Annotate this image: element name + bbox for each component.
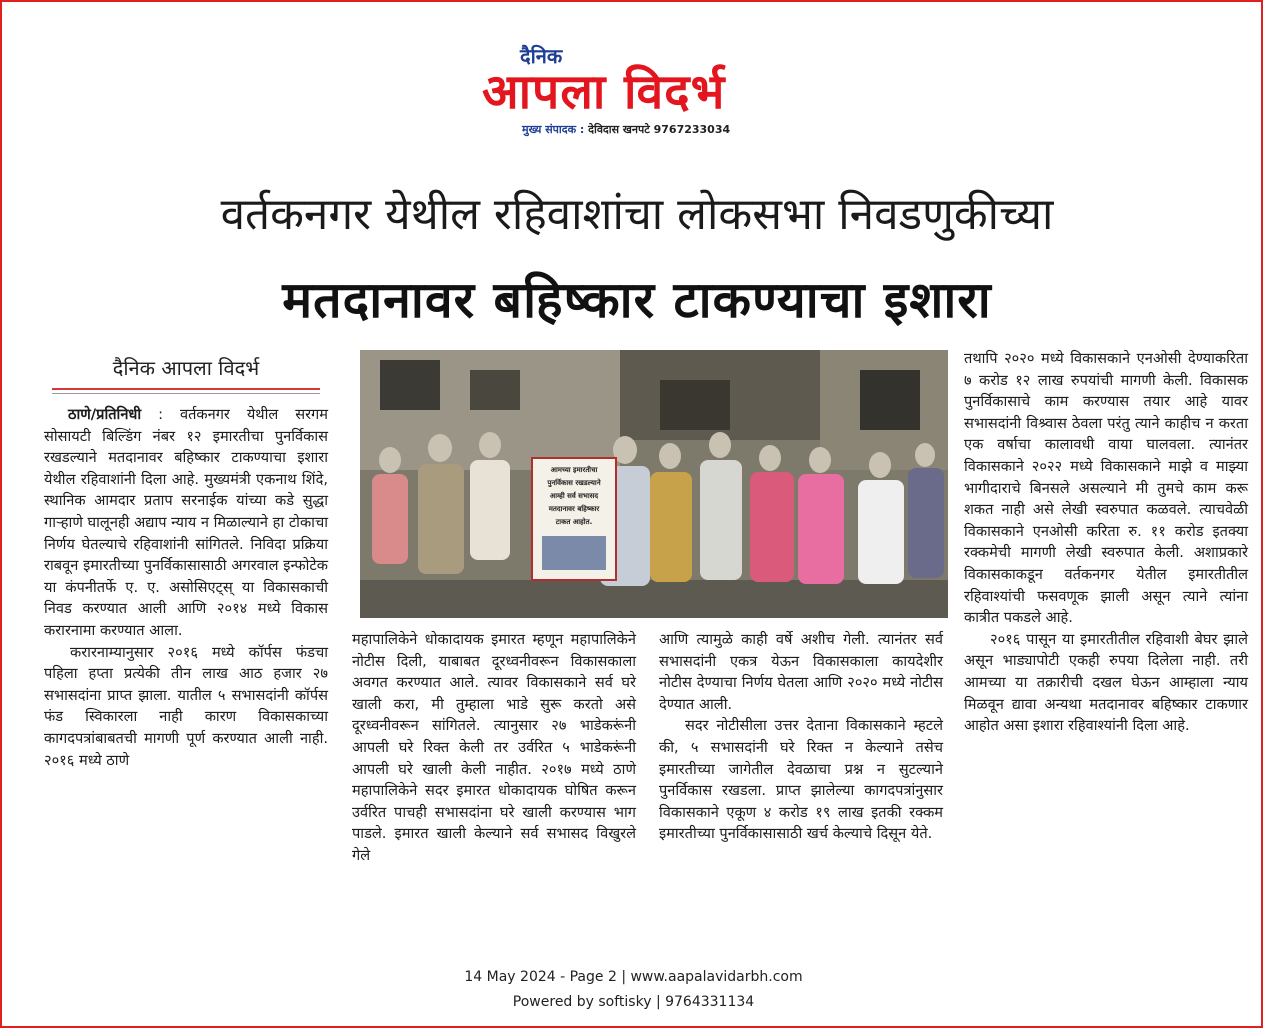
masthead-small-title: दैनिक [520,44,563,68]
article-column-4 [964,348,1248,737]
banner-line: टाकत आहोत. [555,518,593,526]
editor-label: मुख्य संपादक : [522,123,585,136]
article-paragraph: सदर नोटीसीला उत्तर देताना विकासकाने म्हटले की, ५ सभासदांनी घरे रिक्त न केल्याने तसेच इमारतीच्या जागेतील देवळाचा प्रश्न न सुटल्याने पुनर्विकास रखडला. प्राप्त झालेल्या कागदपत्रांनुसार विकासकाने एकूण ४ करोड १९ लाख इतकी रक्कम इमारतीच्या पुनर्विकासासाठी खर्च केल्याचे दिसून येते. [659,717,943,843]
footer-powered-by: Powered by softisky | 9764331134 [512,994,755,1010]
article-column-3 [659,629,943,845]
headline-line-2: मतदानावर बहिष्कार टाकण्याचा इशारा [282,271,992,329]
banner-line: पुनर्विकास रखडल्याने [547,479,601,487]
banner-line: आम्ही सर्व सभासद [549,492,599,500]
byline-rule-thin [52,393,320,394]
article-paragraph: २०१६ पासून या इमारतीतील रहिवाशी बेघर झाले असून भाड्यापोटी एकही रुपया दिलेला नाही. तरी आमच्या या तक्रारीची दखल घेऊन आम्हाला न्याय मिळवून द्यावा अन्यथा मतदानावर बहिष्कार टाकणार आहोत असा इशारा रहिवाश्यांनी दिला आहे. [964,630,1248,735]
news-photo [360,350,948,618]
masthead-editor-line [522,122,730,137]
article-paragraph: करारनाम्यानुसार २०१६ मध्ये कॉर्पस फंडचा पहिला हप्ता प्रत्येकी तीन लाख आठ हजार २७ सभासदांना प्राप्त झाला. यातील ५ सभासदांनी कॉर्पस फंड स्विकारला नाही कारण विकासकाच्या कागदपत्रांबाबतची मागणी पूर्ण करण्यात आली नाही. २०१६ मध्ये ठाणे [44,643,328,769]
dateline: ठाणे/प्रतिनिधी [68,406,142,423]
article-paragraph: तथापि २०२० मध्ये विकासकाने एनओसी देण्याकरिता ७ करोड १२ लाख रुपयांची मागणी केली. विकासक पुनर्विकासाचे काम करण्यास तयार आहे यावर सभासदांनी विश्र्वास ठेवला परंतु त्याने काहीच न करता एक वर्षाचा कालावधी वाया घालवला. त्यानंतर विकासकाने २०२२ मध्ये विकासकाने माझे व माझ्या भागीदाराचे बिनसले असल्याने मी तुमचे काम करू शकत नाही असे लेखी स्वरुपात कळवले. त्याचवेळी विकासकाने एनओसी करिता रु. ११ करोड इतक्या रक्कमेची मागणी लेखी स्वरुपात केली. अशाप्रकारे विकासकाकडून वर्तकनगर येतील इमारतीतील रहिवाश्यांची फसवणूक झाली असून त्याने त्यांना कात्रीत पकडले आहे. [964,350,1248,627]
masthead-title: आपला विदर्भ [482,64,726,120]
article-column-1 [44,404,328,771]
banner-line: मतदानावर बहिष्कार [548,505,600,513]
headline-line-1: वर्तकनगर येथील रहिवाशांचा लोकसभा निवडणुकीच्या [220,189,1054,240]
article-paragraph: आणि त्यामुळे काही वर्षे अशीच गेली. त्यानंतर सर्व सभासदांनी एकत्र येऊन विकासकाला कायदेशीर नोटीस देण्याचा निर्णय घेतला आणि २०२० मध्ये नोटीस देण्यात आली. [659,631,943,713]
article-paragraph: महापालिकेने धोकादायक इमारत म्हणून महापालिकेने नोटीस दिली, याबाबत दूरध्वनीवरून विकासकाला अवगत करण्यात आले. त्यावर विकासकाने सर्व घरे खाली करा, मी तुम्हाला भाडे सुरू करतो असे दूरध्वनीवरून सांगितले. त्यानुसार २७ भाडेकरूंनी आपली घरे रिक्त केली तर उर्वरित ५ भाडेकरूंनी आपली घरे खाली केली नाहीत. २०१७ मध्ये ठाणे महापालिकेने सदर इमारत धोकादायक घोषित करून उर्वरित पाचही सभासदांना घरे खाली करण्यास भाग पाडले. इमारत खाली केल्याने सर्व सभासद विखुरले गेले [352,631,636,864]
protest-group-photo [360,350,948,618]
byline-rule [52,388,320,390]
byline: दैनिक आपला विदर्भ [112,356,260,380]
article-column-2 [352,629,636,867]
editor-value: देविदास खनपटे 9767233034 [588,123,731,136]
masthead [472,42,802,142]
article-paragraph [44,404,328,642]
footer-date-page: 14 May 2024 - Page 2 | www.aapalavidarbh.com [464,969,803,985]
paragraph-text: : वर्तकनगर येथील सरगम सोसायटी बिल्डिंग नंबर १२ इमारतीचा पुनर्विकास रखडल्याने मतदानावर बहिष्कार टाकण्याचा इशारा येथील रहिवाशांनी दिला आहे. मुख्यमंत्री एकनाथ शिंदे, स्थानिक आमदार प्रताप सरनाईक यांच्या कडे सुद्धा गाऱ्हाणे घालूनही अद्याप न्याय न मिळाल्याने हा टोकाचा निर्णय घेतल्याचे रहिवाशांनी सांगितले. निविदा प्रक्रिया राबवून इमारतीच्या पुनर्विकासासाठी अगरवाल इन्फोटेक या कंपनीतर्फे ए. ए. असोसिएट्स् या विकासकाची निवड करण्यात आली आणि २०१४ मध्ये विकास करारनामा करण्यात आला. [44,406,328,639]
banner-text [536,464,612,529]
banner-line: आमच्या इमारतीचा [550,466,598,474]
